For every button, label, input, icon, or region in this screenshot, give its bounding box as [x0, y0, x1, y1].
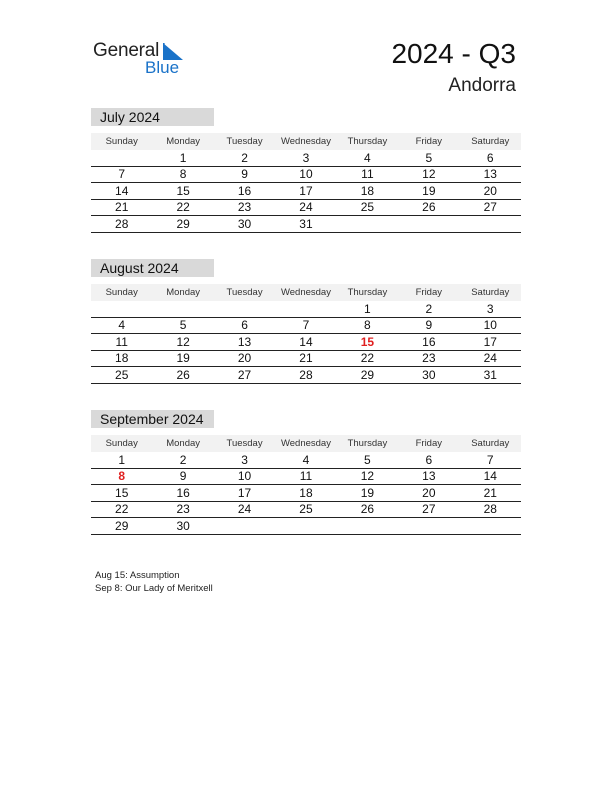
day-cell: 20	[237, 351, 252, 366]
day-cell: 1	[179, 150, 187, 165]
weekday-label: Wednesday	[280, 438, 331, 449]
day-cell: 16	[176, 485, 190, 500]
week-row	[91, 485, 521, 502]
day-cell: 11	[115, 334, 128, 349]
day-cell: 22	[360, 351, 375, 366]
day-cell: 28	[115, 216, 129, 231]
week-row	[91, 183, 521, 200]
day-cell: 9	[179, 469, 187, 484]
day-cell: 4	[364, 150, 371, 165]
day-cell: 25	[115, 367, 129, 382]
weekday-label: Saturday	[471, 136, 510, 147]
day-cell: 30	[237, 216, 252, 231]
week-row	[91, 318, 521, 335]
week-row	[91, 469, 521, 486]
weekday-label: Thursday	[347, 438, 388, 449]
day-cell: 17	[483, 334, 497, 349]
day-cell: 1	[364, 301, 371, 316]
holiday-note: Sep 8: Our Lady of Meritxell	[95, 583, 213, 594]
day-cell: 18	[299, 485, 313, 500]
holiday-note: Aug 15: Assumption	[95, 570, 180, 581]
day-cell: 16	[422, 334, 436, 349]
day-cell: 2	[425, 301, 433, 316]
day-cell: 6	[241, 318, 248, 333]
day-cell: 14	[483, 469, 497, 484]
day-cell: 14	[115, 183, 129, 198]
day-cell: 2	[241, 150, 248, 165]
day-cell: 16	[237, 183, 252, 198]
weekday-label: Tuesday	[226, 438, 263, 449]
week-row	[91, 351, 521, 368]
week-row	[91, 452, 521, 469]
weekday-label: Monday	[166, 438, 201, 449]
day-cell: 23	[422, 351, 436, 366]
day-cell: 20	[483, 183, 497, 198]
weekday-label: Monday	[166, 136, 201, 147]
day-cell: 7	[302, 318, 310, 333]
weekday-label: Friday	[415, 136, 443, 147]
weekday-label: Wednesday	[280, 287, 331, 298]
day-cell: 30	[422, 367, 436, 382]
week-row	[91, 150, 521, 167]
day-cell: 13	[483, 167, 497, 182]
day-cell: 6	[425, 452, 433, 467]
day-cell: 20	[422, 485, 436, 500]
day-cell: 24	[237, 502, 252, 517]
day-cell: 19	[176, 351, 190, 366]
day-cell: 23	[237, 200, 252, 215]
week-row	[91, 200, 521, 217]
day-cell: 14	[299, 334, 313, 349]
week-row	[91, 216, 521, 233]
day-cell: 10	[483, 318, 497, 333]
weekday-label: Thursday	[347, 287, 388, 298]
day-cell: 27	[483, 200, 497, 215]
day-cell: 26	[176, 367, 190, 382]
logo	[93, 40, 193, 80]
day-cell: 19	[422, 183, 436, 198]
day-cell: 12	[176, 334, 190, 349]
day-cell: 25	[299, 502, 313, 517]
weekday-label: Monday	[166, 287, 201, 298]
month-block	[91, 410, 521, 535]
weekday-header	[91, 133, 521, 150]
weekday-label: Tuesday	[226, 287, 263, 298]
day-cell: 12	[422, 167, 436, 182]
day-cell: 3	[302, 150, 310, 165]
day-cell: 18	[115, 351, 129, 366]
day-cell: 27	[237, 367, 252, 382]
day-cell: 9	[425, 318, 433, 333]
day-cell: 22	[115, 502, 129, 517]
day-cell: 18	[360, 183, 375, 198]
day-cell: 7	[486, 452, 494, 467]
holiday-notes	[95, 569, 213, 595]
day-cell: 4	[302, 452, 310, 467]
month-name: August 2024	[91, 259, 214, 277]
day-cell: 7	[118, 167, 126, 182]
day-cell: 28	[299, 367, 313, 382]
day-cell: 25	[360, 200, 375, 215]
day-cell: 10	[299, 167, 313, 182]
weekday-label: Sunday	[105, 136, 138, 147]
day-cell: 5	[425, 150, 433, 165]
day-cell: 1	[118, 452, 126, 467]
week-row	[91, 518, 521, 535]
holiday-day-cell: 15	[360, 334, 375, 349]
weekday-label: Sunday	[105, 438, 138, 449]
day-cell: 5	[179, 318, 187, 333]
day-cell: 22	[176, 200, 190, 215]
weekday-label: Wednesday	[280, 136, 331, 147]
weekday-label: Friday	[415, 438, 443, 449]
weekday-header	[91, 284, 521, 301]
country-name: Andorra	[448, 75, 516, 96]
day-cell: 21	[299, 351, 313, 366]
logo-general-text: General	[93, 40, 160, 61]
day-cell: 9	[241, 167, 248, 182]
day-cell: 21	[115, 200, 129, 215]
day-cell: 5	[364, 452, 371, 467]
day-cell: 13	[237, 334, 252, 349]
week-row	[91, 301, 521, 318]
weekday-label: Friday	[415, 287, 443, 298]
day-cell: 4	[118, 318, 126, 333]
weekday-label: Saturday	[471, 287, 510, 298]
month-block	[91, 108, 521, 233]
logo-blue-text: Blue	[145, 58, 180, 77]
day-cell: 29	[115, 518, 129, 533]
day-cell: 3	[241, 452, 248, 467]
day-cell: 27	[422, 502, 436, 517]
month-name: July 2024	[91, 108, 214, 126]
day-cell: 30	[176, 518, 190, 533]
day-cell: 15	[115, 485, 129, 500]
week-row	[91, 502, 521, 519]
holiday-day-cell: 8	[118, 469, 126, 484]
day-cell: 24	[483, 351, 497, 366]
day-cell: 3	[486, 301, 494, 316]
day-cell: 2	[179, 452, 187, 467]
day-cell: 31	[483, 367, 497, 382]
day-cell: 26	[422, 200, 436, 215]
weekday-header	[91, 435, 521, 452]
day-cell: 11	[361, 167, 374, 182]
day-cell: 31	[299, 216, 313, 231]
day-cell: 17	[237, 485, 252, 500]
day-cell: 13	[422, 469, 436, 484]
week-row	[91, 367, 521, 384]
day-cell: 23	[176, 502, 190, 517]
day-cell: 21	[483, 485, 497, 500]
day-cell: 8	[179, 167, 187, 182]
day-cell: 29	[176, 216, 190, 231]
day-cell: 6	[486, 150, 494, 165]
day-cell: 11	[299, 469, 313, 484]
day-cell: 26	[360, 502, 375, 517]
month-block	[91, 259, 521, 384]
month-name: September 2024	[91, 410, 214, 428]
day-cell: 19	[360, 485, 375, 500]
day-cell: 12	[360, 469, 375, 484]
weekday-label: Saturday	[471, 438, 510, 449]
page-title: 2024 - Q3	[391, 38, 516, 69]
weekday-label: Tuesday	[226, 136, 263, 147]
day-cell: 17	[299, 183, 313, 198]
day-cell: 10	[237, 469, 252, 484]
week-row	[91, 167, 521, 184]
day-cell: 29	[360, 367, 375, 382]
day-cell: 8	[364, 318, 371, 333]
day-cell: 15	[176, 183, 190, 198]
day-cell: 24	[299, 200, 313, 215]
day-cell: 28	[483, 502, 497, 517]
weekday-label: Thursday	[347, 136, 388, 147]
weekday-label: Sunday	[105, 287, 138, 298]
week-row	[91, 334, 521, 351]
